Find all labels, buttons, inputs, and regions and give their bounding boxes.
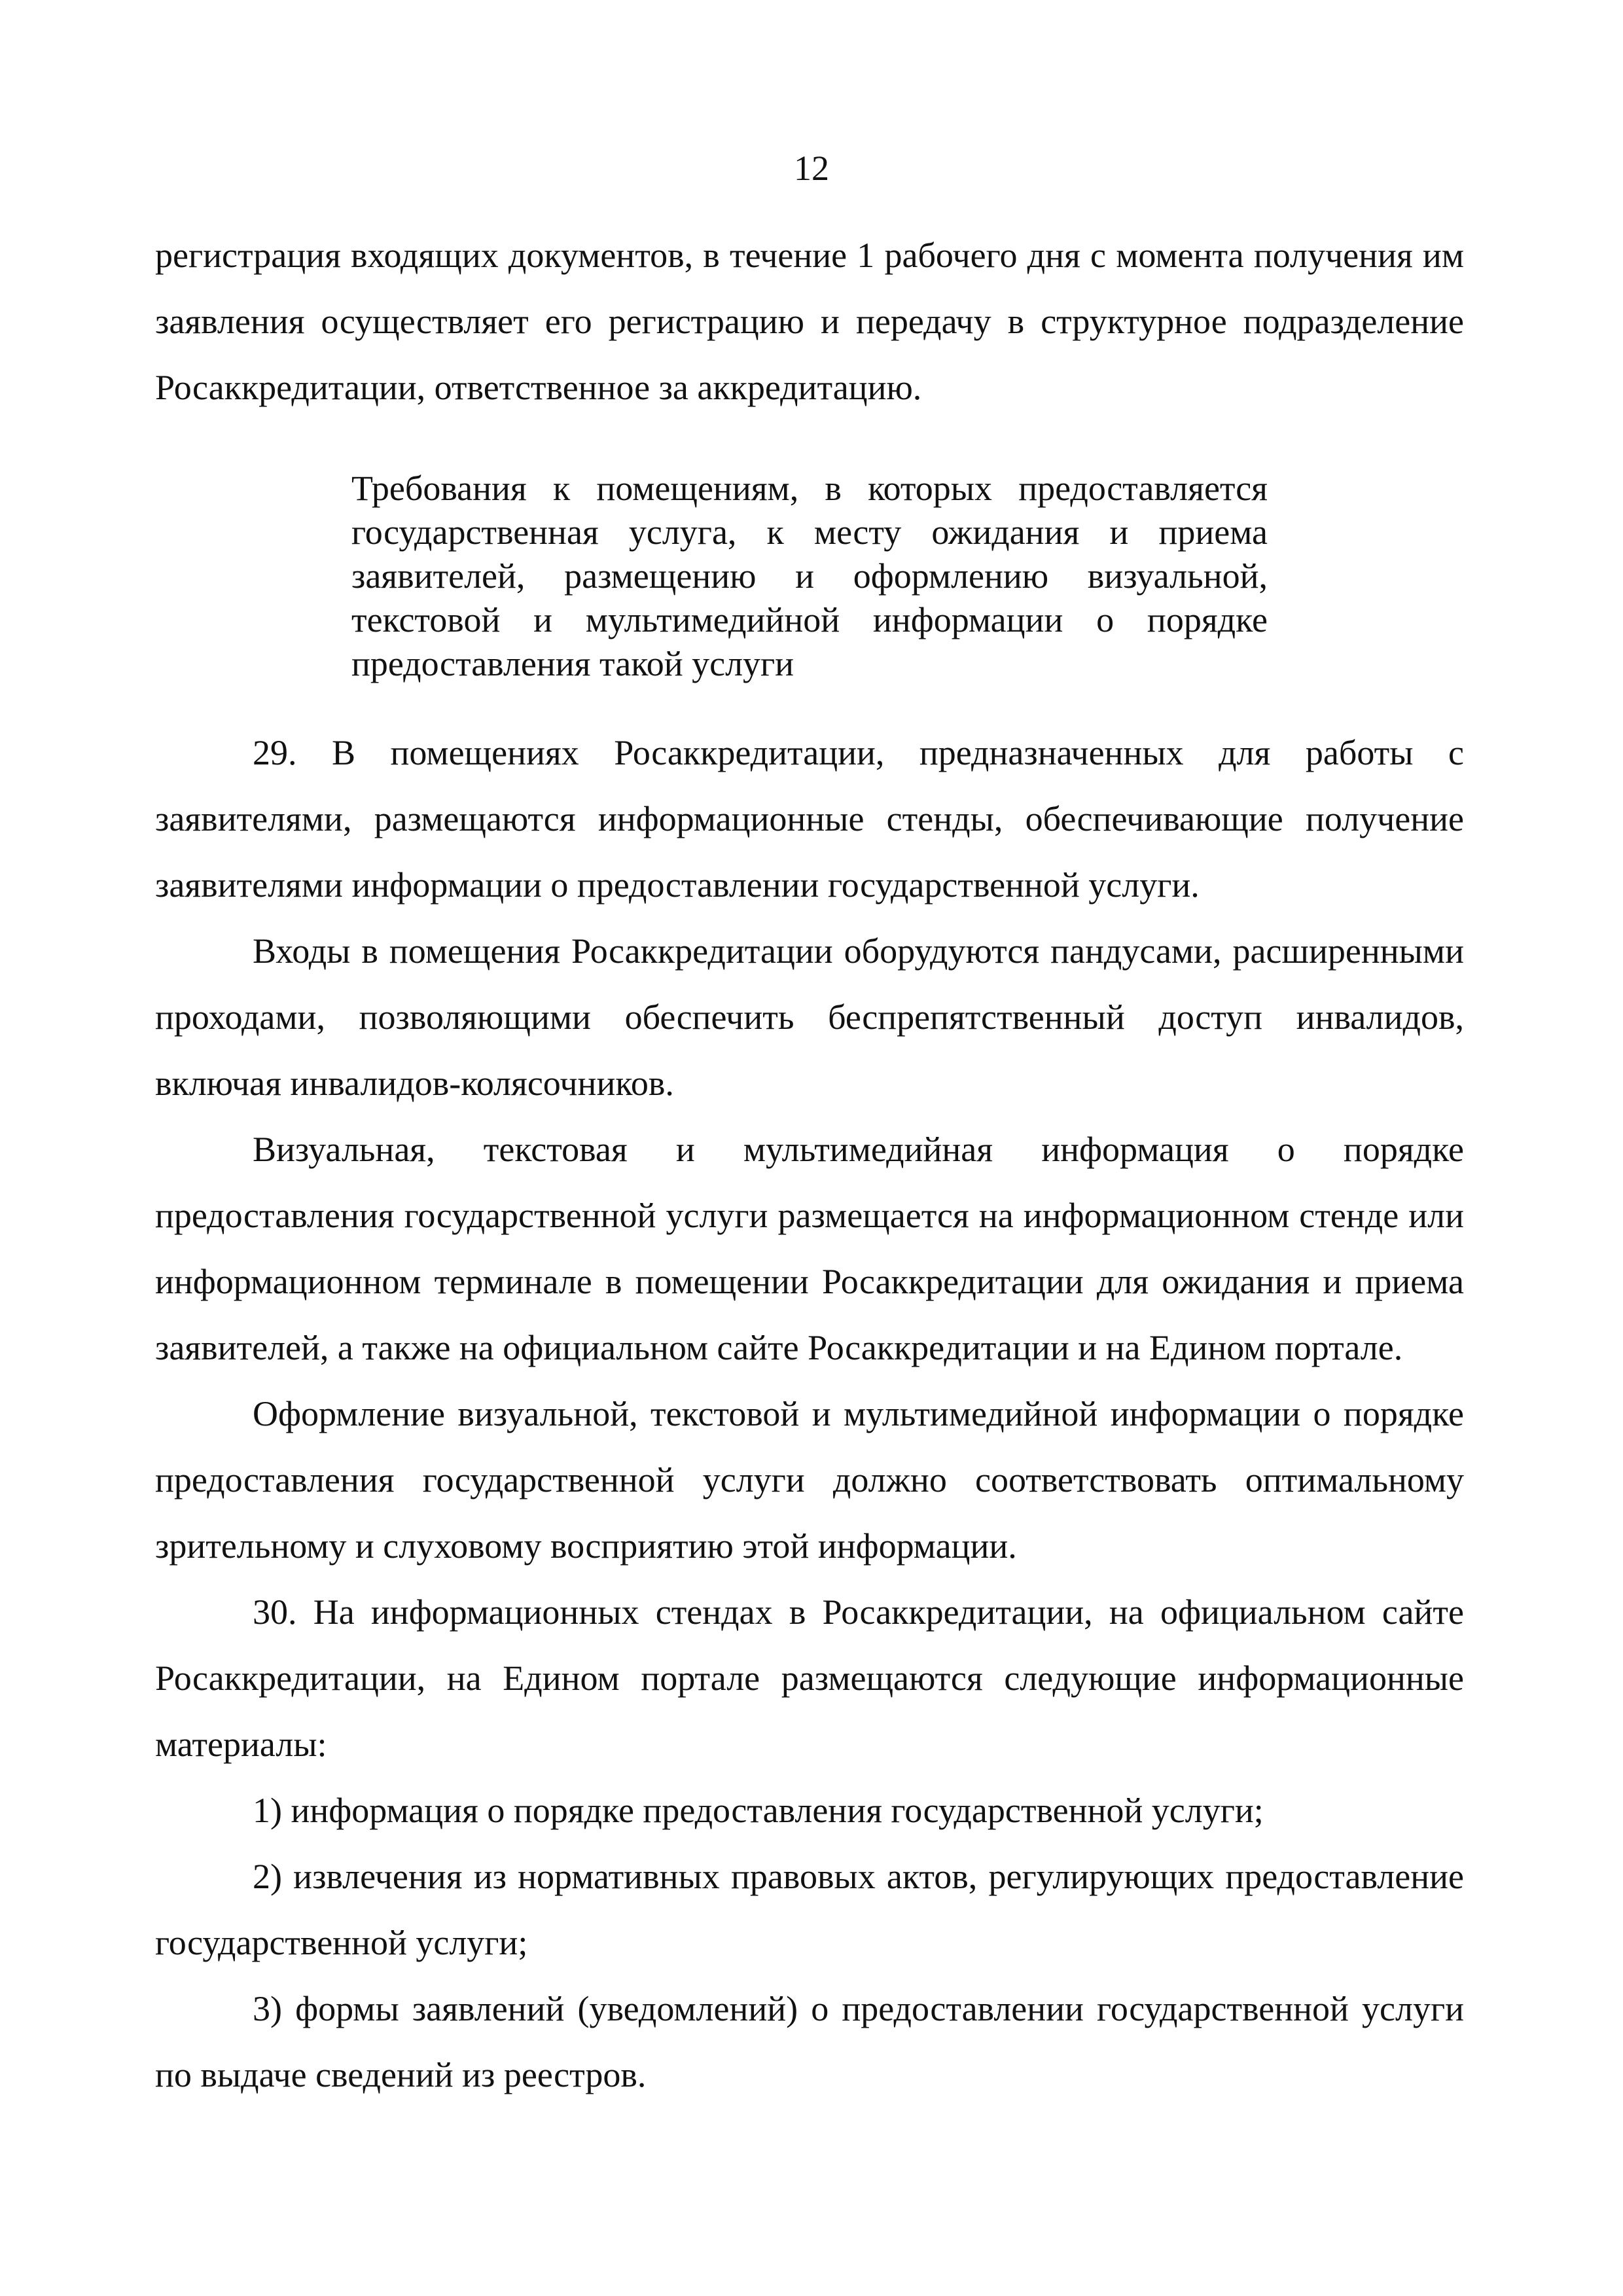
paragraph-29: 29. В помещениях Росаккредитации, предназначенных для работы с заявителями, размещаются информационные стенды, обеспечивающие получение заявителями информации о предоставлении государственной услуги. bbox=[155, 733, 1464, 905]
paragraph-visual-info: Визуальная, текстовая и мультимедийная информация о порядке предоставления государственной услуги размещается на информационном стенде или информационном терминале в помещении Росаккредитации для ожидания и приема заявителей, а также на официальном сайте Росаккредитации и на Едином портале. bbox=[155, 1130, 1464, 1367]
paragraph-entrances: Входы в помещения Росаккредитации оборудуются пандусами, расширенными проходами, позволяющими обеспечить беспрепятственный доступ инвалидов, включая инвалидов-колясочников. bbox=[155, 931, 1464, 1103]
document-body bbox=[155, 223, 1464, 2108]
list-item-3: 3) формы заявлений (уведомлений) о предоставлении государственной услуги по выдаче сведений из реестров. bbox=[155, 1989, 1464, 2094]
paragraph-30: 30. На информационных стендах в Росаккредитации, на официальном сайте Росаккредитации, на Едином портале размещаются следующие информационные материалы: bbox=[155, 1592, 1464, 1764]
page-number: 12 bbox=[794, 149, 829, 188]
list-item-1: 1) информация о порядке предоставления государственной услуги; bbox=[253, 1791, 1264, 1830]
list-item-2: 2) извлечения из нормативных правовых актов, регулирующих предоставление государственной услуги; bbox=[155, 1857, 1464, 1962]
paragraph-info-design: Оформление визуальной, текстовой и мультимедийной информации о порядке предоставления государственной услуги должно соответствовать оптимальному зрительному и слуховому восприятию этой информации. bbox=[155, 1394, 1464, 1566]
section-heading: Требования к помещениям, в которых предоставляется государственная услуга, к месту ожидания и приема заявителей, размещению и оформлению визуальной, текстовой и мультимедийной информации о порядке предоставления такой услуги bbox=[351, 469, 1268, 683]
spacer bbox=[155, 686, 1464, 720]
opening-paragraph: регистрация входящих документов, в течение 1 рабочего дня с момента получения им заявления осуществляет его регистрацию и передачу в структурное подразделение Росаккредитации, ответственное за аккредитацию. bbox=[155, 236, 1464, 407]
spacer bbox=[155, 421, 1464, 467]
